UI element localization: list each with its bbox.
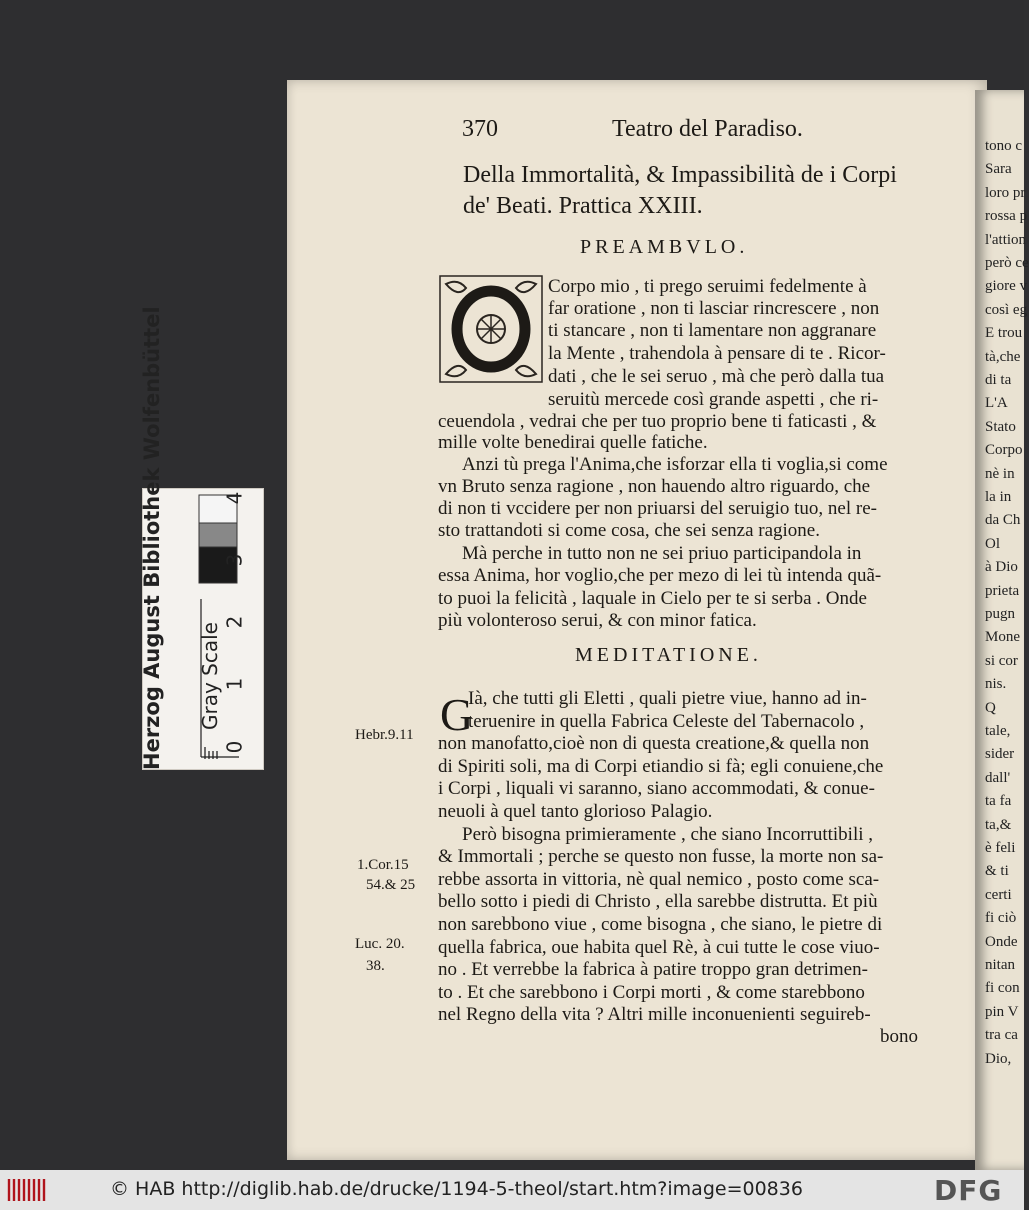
meditatione-line: non manofatto,cioè non di questa creatione,& quella non [438, 733, 870, 755]
facing-page-fragment: l'attion [985, 231, 1027, 248]
meditatione-line: bello sotto i piedi di Christo , ella sarebbe distrutta. Et più [438, 891, 878, 913]
facing-page-fragment: Mone [985, 629, 1020, 646]
facing-page-fragment: certi [985, 886, 1012, 903]
margin-note-cor-verse: 54.& 25 [366, 877, 416, 893]
facing-page-fragment: nis. [985, 676, 1007, 693]
chapter-title-line-2: de' Beati. Prattica XXIII. [463, 193, 703, 219]
meditatione-line: neuoli à quel tanto glorioso Palagio. [438, 801, 713, 822]
facing-page-fragment: Corpo [985, 442, 1023, 459]
meditatione-line: to . Et che sarebbono i Corpi morti , & come starebbono [438, 981, 865, 1003]
copyright-url[interactable]: © HAB http://diglib.hab.de/drucke/1194-5-theol/start.htm?image=00836 [110, 1178, 803, 1200]
facing-page-fragment: à Dio [985, 559, 1018, 576]
facing-page-fragment: sider [985, 746, 1015, 763]
preambulo-line: più volonteroso serui, & con minor fatica. [438, 610, 757, 631]
preambulo-line: sto trattandoti si come cosa, che sei senza ragione. [438, 520, 820, 541]
margin-note-luc: Luc. 20. [355, 936, 405, 952]
hab-logo-icon [6, 1176, 46, 1204]
facing-page-fragment: dall' [985, 769, 1011, 786]
meditatione-line: i Corpi , liquali vi saranno, siano accommodati, & conue- [438, 778, 875, 800]
facing-page-fragment: però ce [985, 255, 1029, 271]
facing-page-fragment: Sara [985, 161, 1012, 178]
preambulo-line: la Mente , trahendola à pensare di te . Ricor- [548, 343, 886, 364]
preambulo-line: di non ti vccidere per non priuarsi del seruigio tuo, nel re- [438, 498, 877, 519]
preambulo-line: seruitù mercede così grande aspetti , che ri- [548, 389, 879, 410]
facing-page-fragment: la in [985, 489, 1012, 505]
initial-letter-g: G [440, 689, 474, 740]
preambulo-line: Corpo mio , ti prego seruimi fedelmente à [548, 276, 867, 297]
meditatione-heading: MEDITATIONE. [575, 644, 762, 666]
facing-page-fragment: tà,che [985, 348, 1021, 365]
preambulo-line: Anzi tù prega l'Anima,che isforzar ella ti voglia,si come [462, 454, 888, 475]
meditatione-line: non sarebbono viue , come bisogna , che siano, le pietre di [438, 914, 883, 935]
facing-page-fragment: si cor [985, 652, 1018, 669]
preambulo-heading: PREAMBVLO. [580, 236, 749, 258]
facing-page-fragment: così eg [985, 301, 1028, 318]
facing-page-fragment: nè in [985, 465, 1015, 482]
facing-page-fragment: ta,& [985, 816, 1012, 833]
facing-page-edge [975, 90, 1029, 1170]
meditatione-line: rebbe assorta in vittoria, nè qual nemico , posto come sca- [438, 868, 880, 890]
viewer-footer [0, 1170, 1024, 1210]
facing-page-fragment: pin V [985, 1003, 1019, 1020]
facing-page-fragment: Ol [985, 535, 1000, 552]
chapter-title-line-1: Della Immortalità, & Impassibilità de i Corpi [463, 162, 897, 188]
facing-page-fragment: loro pr [985, 184, 1026, 201]
preambulo-line: mille volte benedirai quelle fatiche. [438, 432, 708, 453]
facing-page-fragment: Stato [985, 418, 1016, 435]
facing-page-fragment: tra ca [985, 1027, 1018, 1044]
facing-page-fragment: tale, [985, 723, 1011, 739]
preambulo-line: essa Anima, hor voglio,che per mezo di lei tù intenda quã- [438, 565, 882, 586]
facing-page-fragment: prieta [985, 582, 1020, 599]
ruler-tick-4: 4 [222, 491, 247, 505]
meditatione-line: Però bisogna primieramente , che siano Incorruttibili , [462, 823, 874, 845]
facing-page-fragment: fi ciò [985, 910, 1017, 927]
margin-note-hebr: Hebr.9.11 [355, 727, 414, 743]
running-head: Teatro del Paradiso. [612, 116, 803, 142]
page-number: 370 [462, 116, 498, 142]
ruler-tick-1: 1 [222, 677, 247, 691]
margin-note-cor: 1.Cor.15 [357, 857, 409, 873]
margin-note-luc-verse: 38. [366, 958, 385, 974]
meditatione-line: di Spiriti soli, ma di Corpi etiandio si fà; egli conuiene,che [438, 755, 884, 777]
meditatione-line: quella fabrica, oue habita quel Rè, à cui tutte le cose viuo- [438, 936, 880, 958]
facing-page-fragment: & ti [985, 863, 1009, 880]
meditatione-line: Ià, che tutti gli Eletti , quali pietre viue, hanno ad in- [468, 688, 867, 709]
meditatione-line: teruenire in quella Fabrica Celeste del Tabernacolo , [468, 710, 865, 732]
preambulo-line: ceuendola , vedrai che per tuo proprio bene ti faticasti , & [438, 411, 877, 432]
facing-page-fragment: E trou [985, 325, 1023, 342]
institution-label: Herzog August [140, 595, 164, 770]
meditatione-line: & Immortali ; perche se questo non fusse, la morte non sa- [438, 846, 884, 868]
dfg-logo: DFG [934, 1174, 1003, 1207]
facing-page-fragment: rossa p [985, 208, 1028, 225]
facing-page-fragment: tono c [985, 138, 1023, 154]
facing-page-fragment: ta fa [985, 793, 1012, 810]
preambulo-line: ti stancare , non ti lamentare non aggranare [548, 320, 877, 341]
preambulo-line: dati , che le sei seruo , mà che però dalla tua [548, 366, 885, 387]
facing-page-fragment: pugn [985, 606, 1015, 622]
meditatione-line: no . Et verrebbe la fabrica à patire troppo gran detrimen- [438, 959, 868, 981]
facing-page-fragment: è feli [985, 840, 1016, 856]
ruler-tick-2: 2 [222, 615, 247, 629]
preambulo-line: far oratione , non ti lasciar rincrescere , non [548, 298, 880, 319]
facing-page-fragment: Q [985, 699, 996, 716]
meditatione-line: nel Regno della vita ? Altri mille inconuenienti seguireb- [438, 1004, 871, 1026]
decorated-initial-o-icon [438, 274, 544, 384]
preambulo-line: vn Bruto senza ragione , non hauendo altro riguardo, che [438, 476, 871, 497]
facing-page-fragment: di ta [985, 372, 1012, 388]
ruler-tick-3: 3 [222, 553, 247, 567]
catchword: bono [880, 1026, 918, 1047]
facing-page-fragment: Dio, [985, 1050, 1012, 1067]
facing-page-fragment: nitan [985, 957, 1015, 973]
facing-page-fragment: da Ch [985, 512, 1021, 529]
preambulo-line: to puoi la felicità , laquale in Cielo per te si serba . Onde [438, 588, 867, 609]
facing-page-fragment: giore v [985, 278, 1028, 295]
facing-page-fragment: L'A [985, 395, 1008, 412]
facing-page-fragment: fi con [985, 980, 1020, 997]
ruler-tick-0: 0 [222, 740, 247, 754]
preambulo-line: Mà perche in tutto non ne sei priuo participandola in [462, 543, 862, 564]
facing-page-fragment: Onde [985, 933, 1018, 950]
gray-scale-label: Gray Scale [198, 622, 222, 730]
